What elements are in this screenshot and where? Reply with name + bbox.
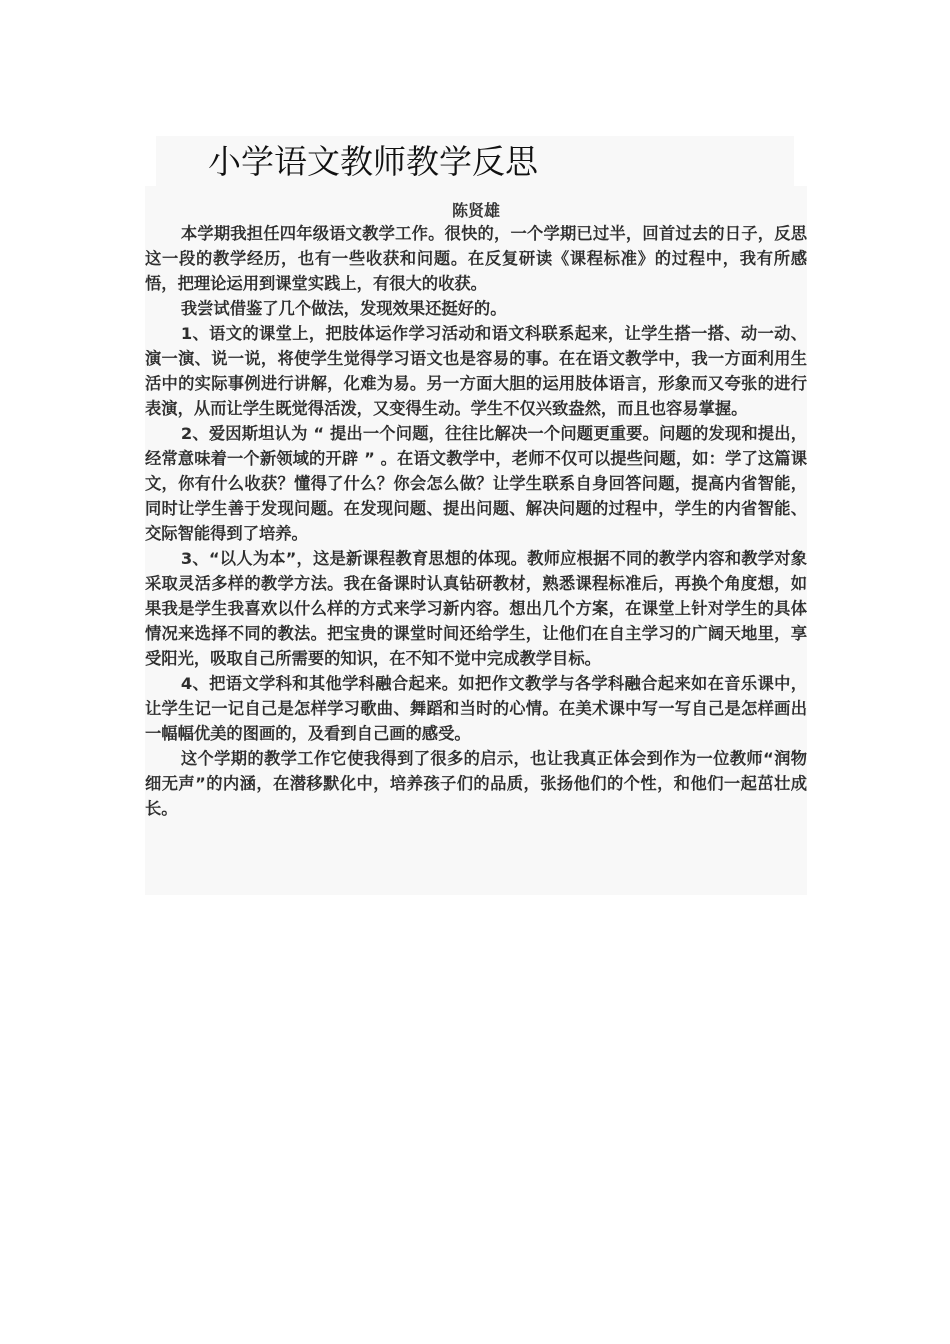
paragraph-point-4: 4、把语文学科和其他学科融合起来。如把作文教学与各学科融合起来如在音乐课中，让学生记一记自己是怎样学习歌曲、舞蹈和当时的心情。在美术课中写一写自己是怎样画出一幅幅优美的图画的，及看到自己画的感受。	[145, 674, 807, 743]
document-title: 小学语文教师教学反思	[208, 142, 538, 181]
paragraph-attempt: 我尝试借鉴了几个做法，发现效果还挺好的。	[180, 299, 507, 318]
paragraph-intro: 本学期我担任四年级语文教学工作。很快的，一个学期已过半，回首过去的日子，反思这一段的教学经历，也有一些收获和问题。在反复研读《课程标准》的过程中，我有所感悟，把理论运用到课堂实践上，有很大的收获。	[145, 224, 807, 293]
title-block	[156, 136, 794, 186]
paragraph-point-3: 3、“以人为本”，这是新课程教育思想的体现。教师应根据不同的教学内容和教学对象采取灵活多样的教学方法。我在备课时认真钻研教材，熟悉课程标准后，再换个角度想，如果我是学生我喜欢以什么样的方式来学习新内容。想出几个方案，在课堂上针对学生的具体情况来选择不同的教法。把宝贵的课堂时间还给学生，让他们在自主学习的广阔天地里，享受阳光，吸取自己所需要的知识，在不知不觉中完成教学目标。	[145, 549, 807, 668]
document-body	[145, 186, 807, 895]
author-name: 陈贤雄	[451, 201, 500, 220]
paragraph-point-1: 1、语文的课堂上，把肢体运作学习活动和语文科联系起来，让学生搭一搭、动一动、演一演、说一说，将使学生觉得学习语文也是容易的事。在在语文教学中，我一方面利用生活中的实际事例进行讲解，化难为易。另一方面大胆的运用肢体语言，形象而又夸张的进行表演，从而让学生既觉得活泼，又变得生动。学生不仅兴致盎然，而且也容易掌握。	[145, 324, 807, 418]
paragraph-conclusion: 这个学期的教学工作它使我得到了很多的启示，也让我真正体会到作为一位教师“润物细无声”的内涵，在潜移默化中，培养孩子们的品质，张扬他们的个性，和他们一起茁壮成长。	[145, 749, 807, 818]
paragraph-point-2: 2、爱因斯坦认为 “ 提出一个问题，往往比解决一个问题更重要。问题的发现和提出，经常意味着一个新领域的开辟 ” 。在语文教学中，老师不仅可以提些问题，如：学了这篇课文，你有什么收获？懂得了什么？你会怎么做？让学生联系自身回答问题，提高内省智能，同时让学生善于发现问题。在发现问题、提出问题、解决问题的过程中，学生的内省智能、交际智能得到了培养。	[145, 424, 807, 543]
